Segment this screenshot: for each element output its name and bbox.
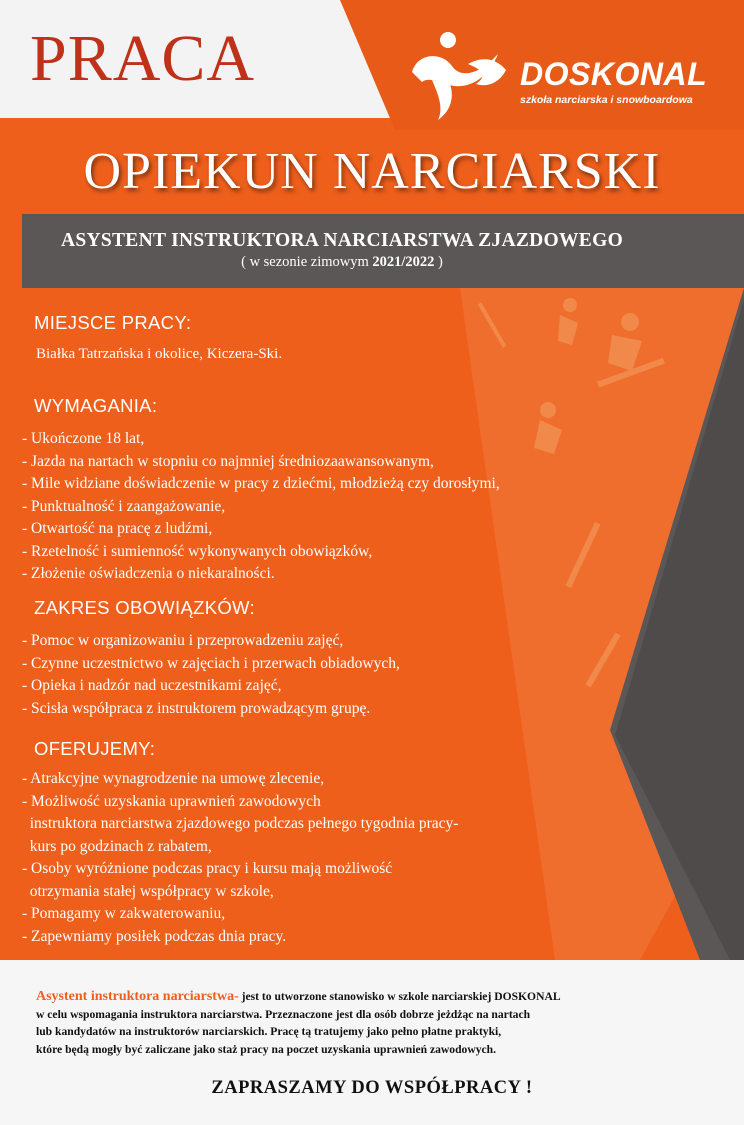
list-item: - Punktualność i zaangażowanie, [22, 497, 226, 515]
season-suffix: ) [438, 254, 443, 270]
list-item: - Złożenie oświadczenia o niekaralności. [22, 565, 275, 582]
list-item: - Opieka i nadzór nad uczestnikami zajęć, [22, 677, 282, 694]
job-subtitle: ASYSTENT INSTRUKTORA NARCIARSTWA ZJAZDOWEGO [60, 230, 624, 251]
requirements-heading: WYMAGANIA: [34, 395, 158, 416]
list-item: - Możliwość uzyskania uprawnień zawodowych [22, 792, 321, 810]
list-item: - Ukończone 18 lat, [22, 430, 145, 447]
footer-line: w celu wspomagania instruktora narciarstwa. Przeznaczone jest dla osób dobrze jeżdżąc na nartach [36, 1007, 531, 1021]
offer-list [22, 768, 458, 948]
list-item: - Osoby wyróżnione podczas pracy i kursu mają możliwość [22, 860, 393, 877]
list-item: - Pomagamy w zakwaterowaniu, [22, 905, 226, 922]
footer-info [0, 960, 744, 1125]
list-item: otrzymania stałej współpracy w szkole, [22, 882, 274, 900]
season-prefix: ( w sezonie zimowym [241, 254, 369, 270]
footer-line: lub kandydatów na instruktorów narciarskich. Pracę tą tratujemy jako pełno płatne praktyki, [36, 1025, 502, 1038]
logo-name: DOSKONAL [520, 56, 708, 92]
list-item: - Scisła współpraca z instruktorem prowadzącym grupę. [22, 699, 371, 717]
requirements-list [22, 428, 500, 586]
list-item: - Czynne uczestnictwo w zajęciach i przerwach obiadowych, [22, 654, 400, 672]
call-to-action: ZAPRASZAMY DO WSPÓŁPRACY ! [211, 1078, 533, 1098]
job-title: OPIEKUN NARCIARSKI [83, 143, 661, 200]
workplace-text: Białka Tatrzańska i okolice, Kiczera-Ski. [36, 346, 283, 362]
season-note [0, 254, 684, 271]
skier-logo-icon [408, 30, 518, 120]
list-item: - Jazda na nartach w stopniu co najmniej średniozaawansowanym, [22, 452, 434, 470]
footer-description [36, 988, 726, 1058]
footer-line: które będą mogły być zaliczane jako staż pracy na poczet uzyskania uprawnień zawodowych. [36, 1042, 496, 1056]
logo-tagline: szkoła narciarska i snowboardowa [520, 94, 693, 106]
footer-lead: Asystent instruktora narciarstwa- [36, 989, 239, 1004]
praca-heading: PRACA [30, 22, 256, 95]
workplace-heading: MIEJSCE PRACY: [34, 312, 192, 333]
list-item: - Atrakcyjne wynagrodzenie na umowę zlecenie, [22, 770, 325, 787]
list-item: - Pomoc w organizowaniu i przeprowadzeniu zajęć, [22, 632, 344, 649]
list-item: - Zapewniamy posiłek podczas dnia pracy. [22, 927, 287, 945]
list-item: kurs po godzinach z rabatem, [22, 837, 212, 855]
offer-heading: OFERUJEMY: [34, 738, 156, 759]
list-item: - Otwartość na pracę z ludźmi, [22, 520, 213, 537]
doskonal-logo [408, 30, 728, 120]
season-year: 2021/2022 [372, 254, 435, 270]
list-item: - Rzetelność i sumienność wykonywanych obowiązków, [22, 542, 373, 560]
duties-list [22, 630, 400, 720]
list-item: instruktora narciarstwa zjazdowego podczas pełnego tygodnia pracy- [22, 815, 459, 832]
duties-heading: ZAKRES OBOWIĄZKÓW: [34, 597, 255, 618]
footer-line: jest to utworzone stanowisko w szkole narciarskiej DOSKONAL [238, 990, 561, 1003]
list-item: - Mile widziane doświadczenie w pracy z dziećmi, młodzieżą czy dorosłymi, [22, 475, 500, 492]
